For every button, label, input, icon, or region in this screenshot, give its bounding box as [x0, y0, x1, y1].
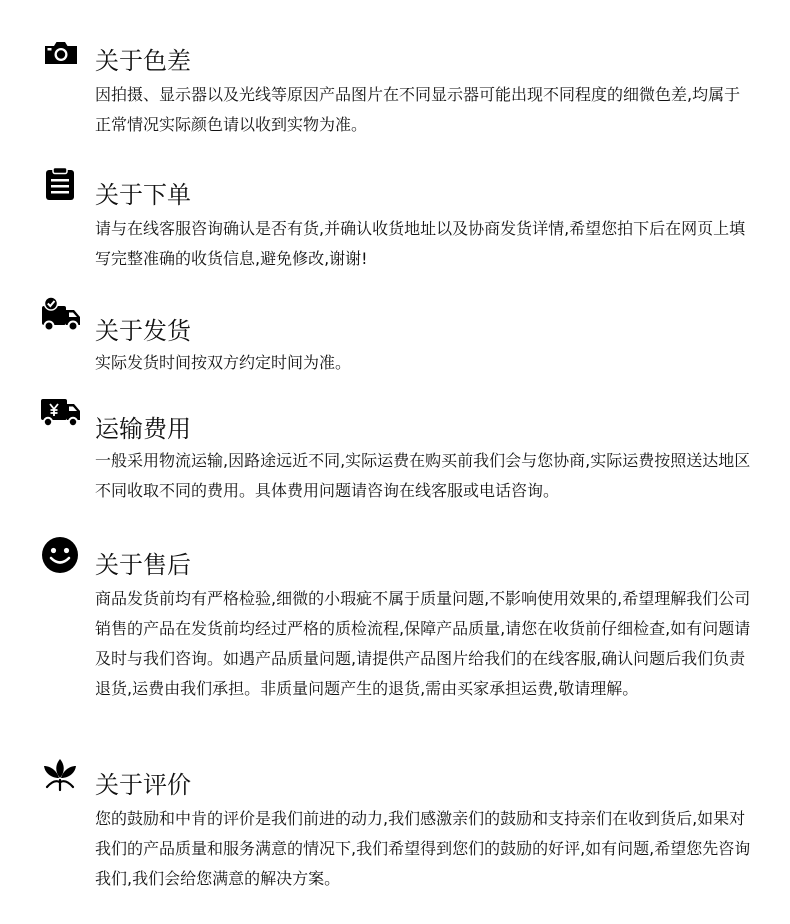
yuan-truck-icon	[40, 396, 80, 436]
lotus-flower-icon	[40, 756, 80, 796]
section-title: 关于色差	[95, 47, 191, 75]
section-text: 实际发货时间按双方约定时间为准。	[95, 353, 352, 372]
section-text: 商品发货前均有严格检验,细微的小瑕疵不属于质量问题,不影响使用效果的,希望理解我们公司销售的产品在发货前均经过严格的质检流程,保障产品质量,请您在收货前仔细检查,如有问题请及时与我们咨询。如遇产品质量问题,请提供产品图片给我们的在线客服,确认问题后我们负责退货,运费由我们承担。非质量问题产生的退货,需由买家承担运费,敬请理解。	[95, 589, 751, 698]
section-title: 关于评价	[95, 771, 191, 799]
section-text: 您的鼓励和中肯的评价是我们前进的动力,我们感激亲们的鼓励和支持亲们在收到货后,如果对我们的产品质量和服务满意的情况下,我们希望得到您们的鼓励的好评,如有问题,希望您先咨询我们,我们会给您满意的解决方案。	[95, 809, 751, 888]
section-text: 因拍摄、显示器以及光线等原因产品图片在不同显示器可能出现不同程度的细微色差,均属于正常情况实际颜色请以收到实物为准。	[95, 85, 741, 134]
delivery-truck-check-icon	[40, 296, 80, 336]
section-title: 关于售后	[95, 551, 191, 579]
section-text: 一般采用物流运输,因路途远近不同,实际运费在购买前我们会与您协商,实际运费按照送达地区不同收取不同的费用。具体费用问题请咨询在线客服或电话咨询。	[95, 451, 751, 500]
smiley-face-icon	[40, 536, 80, 576]
camera-icon	[40, 36, 80, 76]
section-title: 运输费用	[95, 415, 191, 443]
clipboard-icon	[40, 166, 80, 206]
section-title: 关于发货	[95, 317, 191, 345]
section-text: 请与在线客服咨询确认是否有货,并确认收货地址以及协商发货详情,希望您拍下后在网页上填写完整准确的收货信息,避免修改,谢谢!	[95, 219, 746, 268]
section-title: 关于下单	[95, 181, 191, 209]
